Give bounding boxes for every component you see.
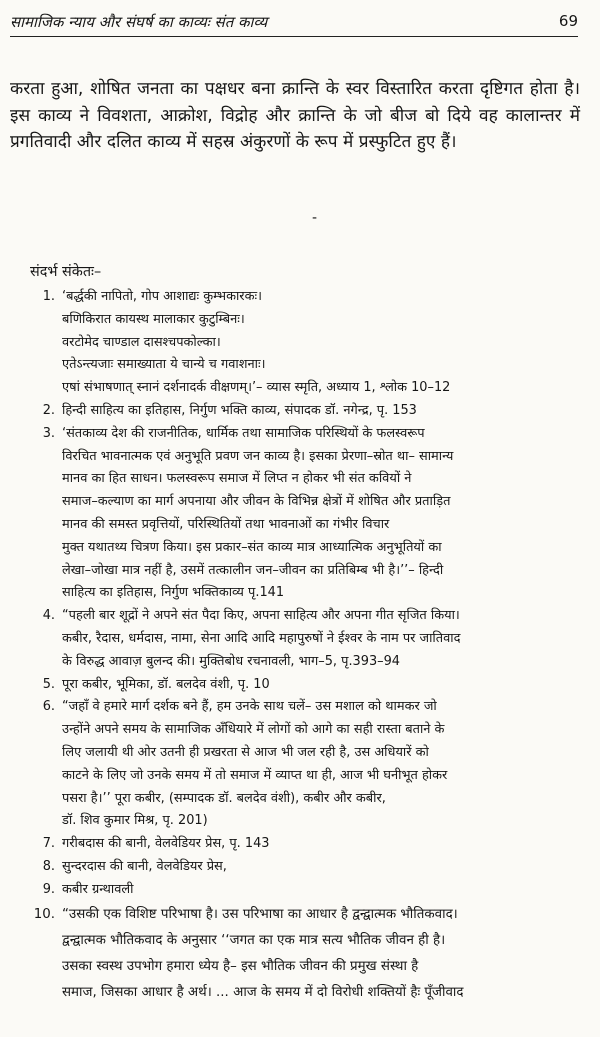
note-line: कबीर ग्रन्थावली — [62, 881, 134, 897]
note-line: पूरा कबीर, भूमिका, डॉ. बलदेव वंशी, पृ. 10 — [62, 676, 270, 692]
note-text — [62, 674, 580, 697]
note-line: पसरा है।’’ पूरा कबीर, (सम्पादक डॉ. बलदेव वंशी), कबीर और कबीर, — [62, 790, 386, 806]
note-line: मुक्त यथातथ्य चित्रण किया। इस प्रकार–संत काव्य मात्र आध्यात्मिक अनुभूतियों का — [62, 539, 442, 555]
note-item — [10, 286, 580, 400]
note-number: 6. — [42, 699, 55, 715]
note-item — [10, 856, 580, 879]
note-number: 8. — [42, 858, 55, 874]
header-rule — [10, 36, 578, 37]
note-text — [62, 605, 580, 673]
note-number: 7. — [42, 836, 55, 852]
note-line: साहित्य का इतिहास, निर्गुण भक्तिकाव्य पृ.141 — [62, 585, 285, 601]
note-item — [10, 902, 580, 1006]
note-line: समाज, जिसका आधार है अर्थ। ... आज के समय में दो विरोधी शक्तियों हैः पूँजीवाद — [62, 984, 464, 1000]
note-text — [62, 400, 580, 423]
note-item — [10, 400, 580, 423]
note-line: द्वन्द्वात्मक भौतिकवाद के अनुसार ‘‘जगत का एक मात्र सत्य भौतिक जीवन ही है। — [62, 932, 446, 948]
page-number: 69 — [558, 12, 578, 30]
note-text — [62, 423, 580, 605]
note-item — [10, 605, 580, 673]
note-line: डॉ. शिव कुमार मिश्र, पृ. 201) — [62, 813, 208, 829]
note-line: ‘बर्द्धकी नापितो, गोप आशाद्यः कुम्भकारकः। — [62, 289, 262, 304]
note-line: हिन्दी साहित्य का इतिहास, निर्गुण भक्ति काव्य, संपादक डॉ. नगेन्द्र, पृ. 153 — [62, 402, 417, 418]
page-header — [10, 12, 578, 36]
note-line: उसका स्वस्थ उपभोग हमारा ध्येय है– इस भौतिक जीवन की प्रमुख संस्था है — [62, 958, 419, 974]
note-text — [62, 833, 580, 856]
note-text — [62, 856, 580, 879]
note-line: सुन्दरदास की बानी, वेलवेडियर प्रेस, — [62, 858, 227, 874]
note-text — [62, 696, 580, 833]
running-head: सामाजिक न्याय और संघर्ष का काव्यः संत काव्य — [10, 13, 268, 31]
note-item — [10, 879, 580, 902]
note-text — [62, 902, 580, 1006]
note-line: “जहाँ वे हमारे मार्ग दर्शक बने हैं, हम उनके साथ चलें– उस मशाल को थामकर जो — [62, 699, 437, 715]
notes-heading: संदर्भ संकेतः– — [30, 264, 102, 280]
note-line: समाज–कल्याण का मार्ग अपनाया और जीवन के विभिन्न क्षेत्रों में शोषित और प्रताड़ित — [62, 494, 451, 510]
note-item — [10, 833, 580, 856]
note-line: ‘संतकाव्य देश की राजनीतिक, धार्मिक तथा सामाजिक परिस्थियों के फलस्वरूप — [62, 425, 425, 441]
note-line: “उसकी एक विशिष्ट परिभाषा है। उस परिभाषा का आधार है द्वन्द्वात्मक भौतिकवाद। — [62, 906, 458, 922]
note-number: 10. — [33, 906, 55, 922]
note-number: 4. — [42, 608, 55, 624]
note-number: 5. — [42, 676, 55, 692]
note-line: लेखा–जोखा मात्र नहीं है, उसमें तत्कालीन जन–जीवन का प्रतिबिम्ब भी है।’’– हिन्दी — [62, 562, 444, 578]
section-separator: - — [312, 210, 318, 226]
note-number: 9. — [42, 881, 55, 897]
note-line: कबीर, रैदास, धर्मदास, नामा, सेना आदि आदि महापुरुषों ने ईश्वर के नाम पर जातिवाद — [62, 630, 461, 646]
note-line: के विरुद्ध आवाज़ बुलन्द की। मुक्तिबोध रचनावली, भाग–5, पृ.393–94 — [62, 653, 400, 669]
body-paragraph: करता हुआ, शोषित जनता का पक्षधर बना क्रान्ति के स्वर विस्तारित करता दृष्टिगत होता है। इस काव्य ने विवशता, आक्रोश, विद्रोह और क्रान्ति के जो बीज बो दिये वह कालान्तर में प्रगतिवादी और दलित काव्य में सहस्र अंकुरणों के रूप में प्रस्फुटित हुए हैं। — [10, 79, 580, 153]
note-number: 1. — [42, 289, 55, 304]
note-line: उन्होंने अपने समय के सामाजिक अँधियारे में लोगों को आगे का सही रास्ता बताने के — [62, 722, 445, 738]
note-item — [10, 674, 580, 697]
note-line: वरटोमेद चाण्डाल दासश्चपकोल्का। — [62, 334, 221, 350]
note-line: एतेऽन्त्यजाः समाख्याता ये चान्ये च गवाशनाः। — [62, 357, 266, 373]
note-text — [62, 879, 580, 902]
note-number: 2. — [42, 402, 55, 418]
note-line: विरचित भावनात्मक एवं अनुभूति प्रवण जन काव्य है। इसका प्रेरणा–स्रोत था– सामान्य — [62, 448, 454, 464]
note-line: एषां संभाषणात् स्नानं दर्शनादर्क वीक्षणम्।’– व्यास स्मृति, अध्याय 1, श्लोक 10–12 — [62, 380, 451, 396]
note-line: लिए जलायी थी ओर उतनी ही प्रखरता से आज भी जल रही है, उस अधियारें को — [62, 744, 429, 760]
note-item — [10, 423, 580, 605]
note-text — [62, 286, 580, 400]
note-line: “पहली बार शूद्रों ने अपने संत पैदा किए, अपना साहित्य और अपना गीत सृजित किया। — [62, 608, 460, 624]
note-line: बणिकिरात कायस्थ मालाकार कुटुम्बिनः। — [62, 311, 245, 327]
notes-list — [10, 286, 580, 1006]
note-item — [10, 696, 580, 833]
note-line: काटने के लिए जो उनके समय में तो समाज में व्याप्त था ही, आज भी घनीभूत होकर — [62, 767, 448, 783]
note-line: मानव की समस्त प्रवृत्तियों, परिस्थितियों तथा भावनाओं का गंभीर विचार — [62, 516, 390, 532]
note-number: 3. — [42, 425, 55, 441]
note-line: मानव का हित साधन। फलस्वरूप समाज में लिप्त न होकर भी संत कवियों ने — [62, 471, 412, 487]
note-line: गरीबदास की बानी, वेलवेडियर प्रेस, पृ. 143 — [62, 836, 270, 852]
